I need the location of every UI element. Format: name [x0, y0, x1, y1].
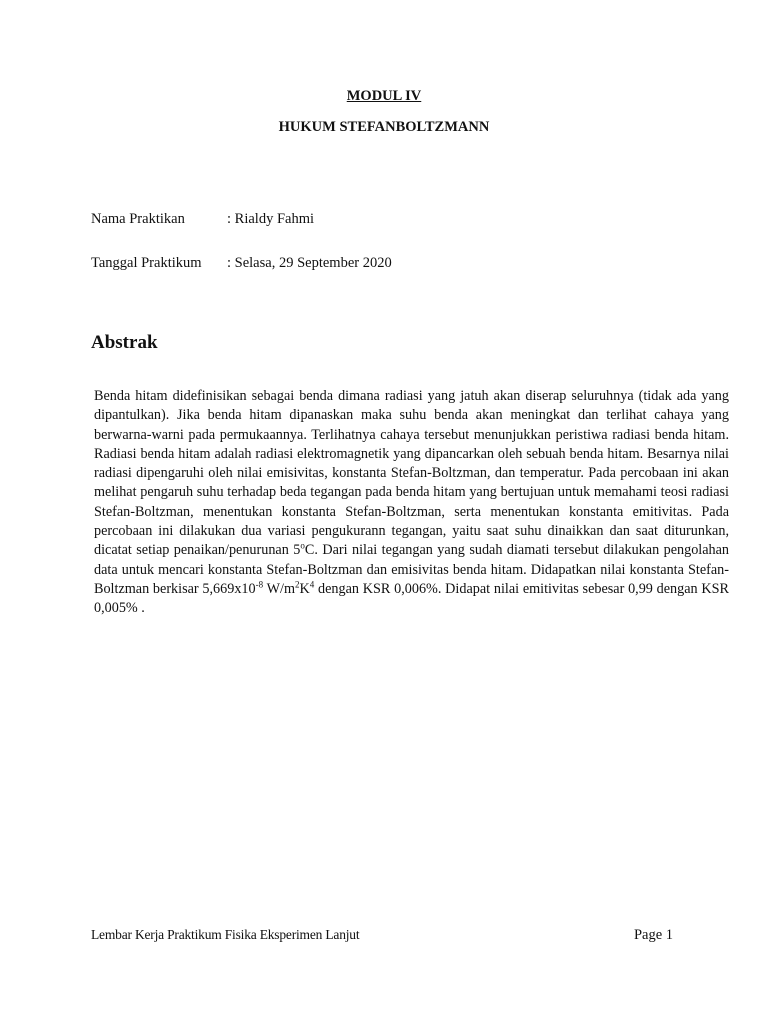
- date-value: : Selasa, 29 September 2020: [227, 255, 392, 271]
- unit-w-m: W/m: [266, 580, 295, 597]
- footer-text: Lembar Kerja Praktikum Fisika Eksperimen Lanjut: [91, 927, 360, 942]
- exponent-superscript: -8: [255, 579, 264, 590]
- abstract-paragraph: [94, 387, 729, 619]
- abstract-text-3: dengan KSR 0,006%. Didapat nilai emitivitas sebesar 0,99 dengan KSR 0,005% .: [94, 580, 730, 617]
- abstract-text-2: C. Dari nilai tegangan yang sudah diamati tersebut dilakukan pengolahan data untuk mencari konstanta Stefan-Boltzman dan emisivitas benda hitam. Didapatkan nilai konstanta Stefan-Boltzman berkisar 5,669x10: [94, 542, 730, 597]
- page-number: Page 1: [633, 927, 673, 943]
- degree-superscript: o: [300, 540, 305, 551]
- abstract-text-1: Benda hitam didefinisikan sebagai benda dimana radiasi yang jatuh akan diserap seluruhnya (tidak ada yang dipantulkan). Jika benda hitam dipanaskan maka suhu benda akan meningkat dan terlihat cahaya yang berwarna-warni pada permukaannya. Terlihatnya cahaya tersebut menunjukkan peristiwa radiasi benda hitam. Radiasi benda hitam adalah radiasi elektromagnetik yang dipancarkan oleh sebuah benda hitam. Besarnya nilai radiasi dipengaruhi oleh nilai emisivitas, konstanta Stefan-Boltzman, dan temperatur. Pada percobaan ini akan melihat pengaruh suhu terhadap beda tegangan pada benda hitam yang bertujuan untuk memahami teosi radiasi Stefan-Boltzman, menentukan konstanta Stefan-Boltzman, serta menentukan konstanta emitivitas. Pada percobaan ini dilakukan dua variasi pengukurann tegangan, yaitu saat suhu dinaikkan dan saat diturunkan, dicatat setiap penaikan/penurunan 5: [94, 388, 729, 559]
- unit-k: K: [299, 580, 310, 597]
- module-number: MODUL IV: [346, 88, 422, 104]
- unit-k-superscript: 4: [309, 579, 315, 590]
- name-label: Nama Praktikan: [91, 211, 185, 227]
- document-title: HUKUM STEFANBOLTZMANN: [278, 119, 490, 135]
- name-value: : Rialdy Fahmi: [227, 211, 314, 227]
- abstract-heading: Abstrak: [91, 332, 158, 353]
- date-label: Tanggal Praktikum: [91, 255, 202, 271]
- unit-m-superscript: 2: [295, 579, 300, 590]
